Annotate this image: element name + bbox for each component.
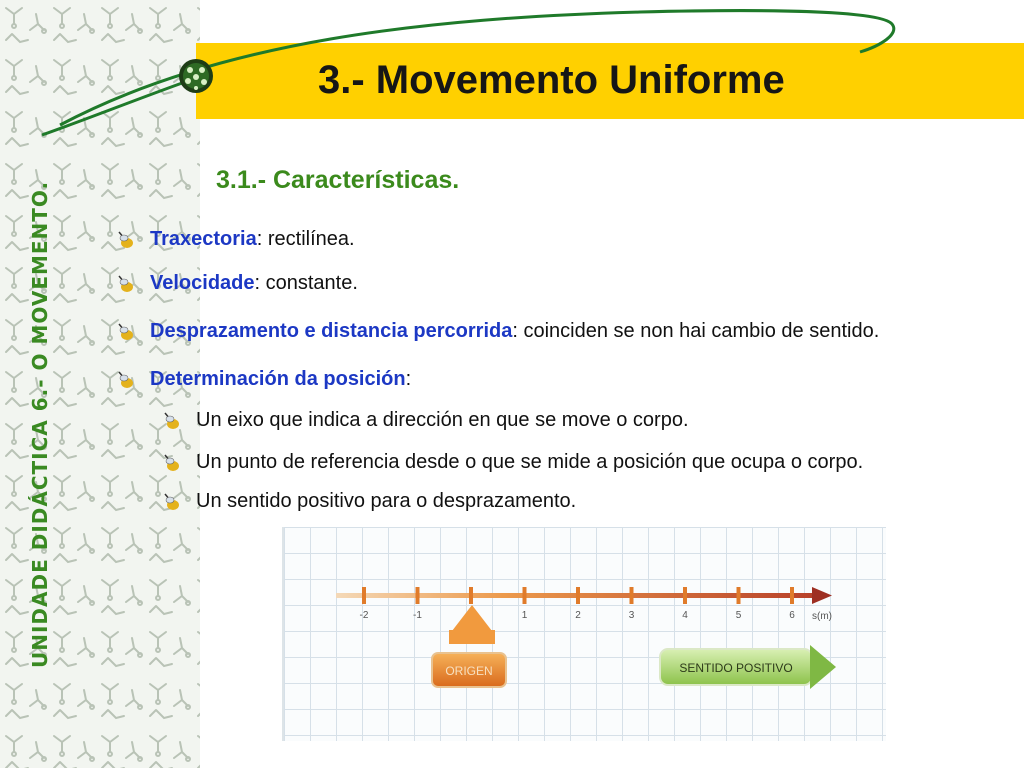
bullet-traxectoria — [150, 228, 355, 251]
axis-tick — [523, 587, 527, 604]
globe-icon — [179, 59, 213, 93]
bee-bullet-icon — [116, 322, 136, 342]
bullet-velocidade — [150, 272, 358, 295]
sub-bullet-referencia — [196, 451, 863, 474]
axis-tick-label: 3 — [628, 610, 635, 621]
bullet-text: : rectilínea. — [256, 228, 355, 250]
axis-tick — [737, 587, 741, 604]
bullet-term: Desprazamento e distancia percorrida — [150, 320, 513, 342]
axis-tick — [576, 587, 580, 604]
bullet-term: Velocidade — [150, 272, 255, 294]
axis-tick — [469, 587, 473, 604]
bullet-posicion — [150, 368, 411, 391]
sub-bullet-sentido — [196, 490, 576, 513]
axis-tick-label: 2 — [575, 610, 581, 621]
origin-pointer-stem — [449, 630, 495, 644]
axis-tick-label: 1 — [521, 610, 528, 621]
axis-tick — [416, 587, 420, 604]
position-axis — [284, 527, 886, 741]
bee-bullet-icon — [162, 411, 182, 431]
sub-bullet-text: Un punto de referencia desde o que se mide a posición que ocupa o corpo. — [196, 451, 864, 473]
bee-bullet-icon — [116, 274, 136, 294]
axis-tick-label: -2 — [359, 610, 369, 621]
bee-bullet-icon — [162, 453, 182, 473]
axis-tick-label: -1 — [413, 610, 422, 621]
direction-arrow-icon — [810, 645, 836, 689]
axis-line — [336, 593, 814, 598]
axis-unit-label: s(m) — [812, 611, 832, 622]
page-title: 3.- Movemento Uniforme — [318, 58, 785, 102]
axis-ticks — [360, 587, 796, 621]
bullet-term: Determinación da posición — [150, 368, 406, 390]
direction-label: SENTIDO POSITIVO — [679, 661, 793, 675]
axis-arrow-icon — [812, 587, 832, 604]
bee-bullet-icon — [116, 230, 136, 250]
axis-tick — [683, 587, 687, 604]
bee-bullet-icon — [162, 492, 182, 512]
origin-label: ORIGEN — [445, 664, 493, 678]
axis-tick — [790, 587, 794, 604]
sub-bullet-text: Un eixo que indica a dirección en que se move o corpo. — [196, 409, 689, 431]
axis-tick-label: 4 — [682, 610, 688, 621]
bullet-text: : — [405, 368, 412, 390]
axis-tick — [362, 587, 366, 604]
unit-side-label-text: UNIDADE DIDÁCTICA 6.- O MOVEMENTO. — [28, 180, 52, 668]
sub-bullet-eixo — [196, 409, 689, 432]
axis-tick — [630, 587, 634, 604]
bullet-text: : coinciden se non hai cambio de sentido. — [512, 320, 880, 342]
sub-bullet-text: Un sentido positivo para o desprazamento. — [196, 490, 577, 512]
position-axis-figure — [282, 527, 886, 741]
section-subtitle: 3.1.- Características. — [216, 166, 460, 194]
origin-pointer-icon — [452, 605, 492, 631]
axis-tick-label: 6 — [789, 610, 795, 621]
bullet-term: Traxectoria — [150, 228, 257, 250]
axis-tick-label: 5 — [735, 610, 742, 621]
bee-bullet-icon — [116, 370, 136, 390]
bullet-desprazamento — [150, 320, 879, 343]
bullet-text: : constante. — [254, 272, 358, 294]
